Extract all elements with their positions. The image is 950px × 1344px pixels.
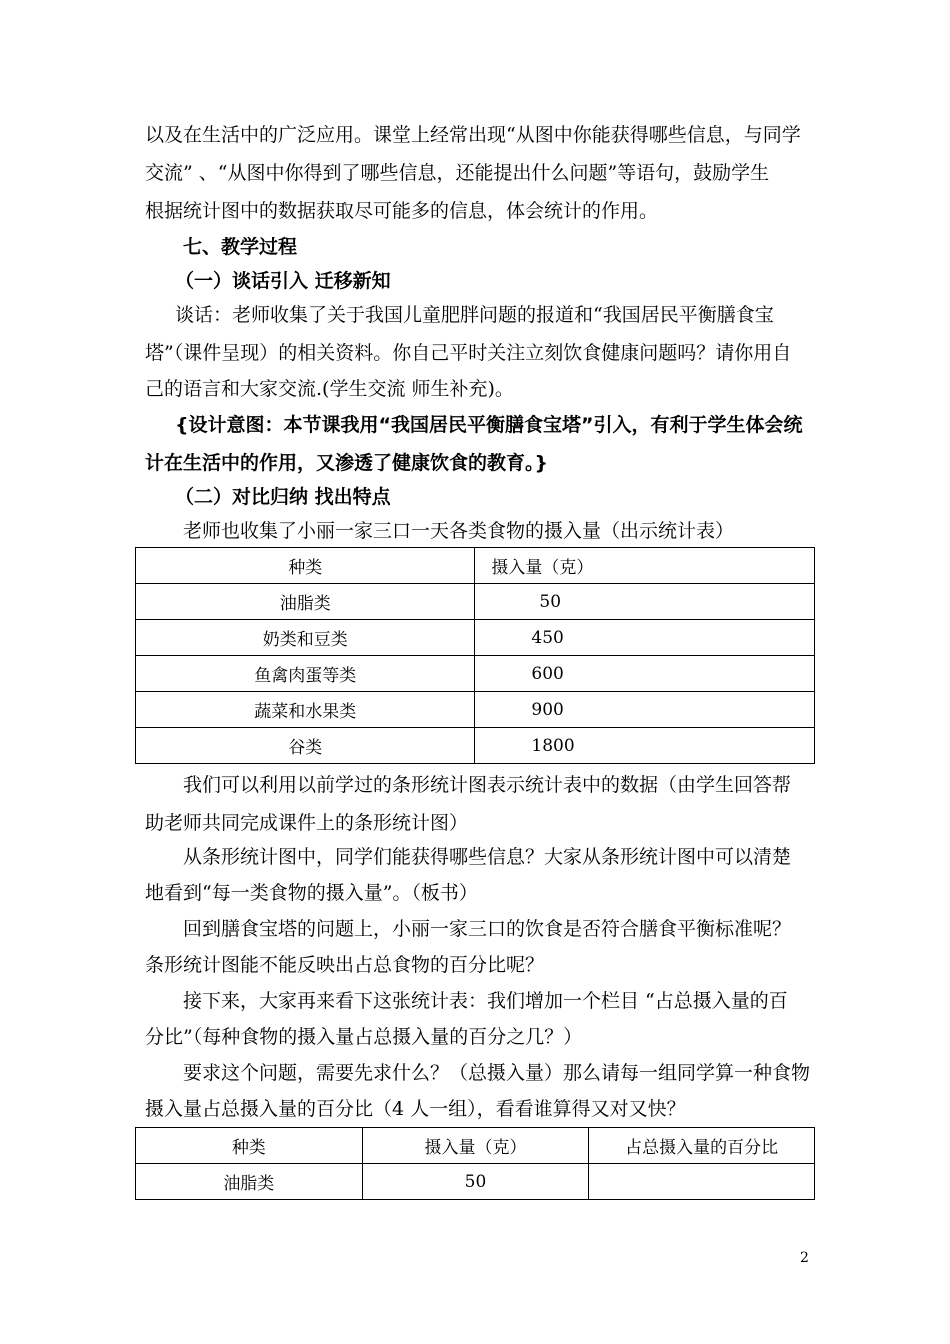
intake-table	[135, 547, 815, 764]
percentage-table	[135, 1127, 815, 1200]
paragraph-line: 从条形统计图中，同学们能获得哪些信息？大家从条形统计图中可以清楚	[183, 846, 792, 868]
table-cell: 50	[475, 584, 815, 620]
table-cell: 50	[362, 1164, 589, 1200]
paragraph-line: 分比”（每种食物的摄入量占总摄入量的百分之几？）	[145, 1026, 583, 1048]
table-row	[136, 692, 815, 728]
table-row	[136, 584, 815, 620]
table-cell	[589, 1164, 815, 1200]
paragraph-line: 条形统计图能不能反映出占总食物的百分比呢？	[145, 954, 545, 976]
table-row	[136, 1164, 815, 1200]
table-header-cell: 种类	[136, 1128, 363, 1164]
paragraph-line: 摄入量占总摄入量的百分比（4 人一组），看看谁算得又对又快？	[145, 1098, 686, 1120]
table-header-cell: 摄入量（克）	[362, 1128, 589, 1164]
paragraph-line: 以及在生活中的广泛应用。课堂上经常出现“从图中你能获得哪些信息，与同学	[145, 124, 801, 146]
table-cell: 450	[475, 620, 815, 656]
table-header-row	[136, 1128, 815, 1164]
paragraph-line: 我们可以利用以前学过的条形统计图表示统计表中的数据（由学生回答帮	[183, 774, 792, 796]
table-header-cell: 种类	[136, 548, 475, 584]
table-header-row	[136, 548, 815, 584]
subsection-heading: （一）谈话引入 迁移新知	[175, 270, 391, 292]
paragraph-line: 要求这个问题，需要先求什么？（总摄入量）那么请每一组同学算一种食物	[183, 1062, 811, 1084]
page-number: 2	[800, 1250, 809, 1266]
table-row	[136, 620, 815, 656]
table-cell: 油脂类	[136, 584, 475, 620]
design-intent-line: 计在生活中的作用，又渗透了健康饮食的教育。}	[145, 452, 549, 474]
table-cell: 900	[475, 692, 815, 728]
paragraph-line: 己的语言和大家交流.(学生交流 师生补充)。	[145, 378, 514, 400]
paragraph-line: 根据统计图中的数据获取尽可能多的信息，体会统计的作用。	[145, 200, 659, 222]
paragraph-line: 助老师共同完成课件上的条形统计图）	[145, 812, 469, 834]
table-cell: 600	[475, 656, 815, 692]
paragraph-line: 接下来，大家再来看下这张统计表：我们增加一个栏目 “占总摄入量的百	[183, 990, 788, 1012]
table-cell: 油脂类	[136, 1164, 363, 1200]
table-header-cell: 占总摄入量的百分比	[589, 1128, 815, 1164]
subsection-heading: （二）对比归纳 找出特点	[175, 486, 391, 508]
paragraph-line: 塔”（课件呈现）的相关资料。你自己平时关注立刻饮食健康问题吗？请你用自	[145, 342, 792, 364]
table-row	[136, 656, 815, 692]
paragraph-line: 谈话：老师收集了关于我国儿童肥胖问题的报道和“我国居民平衡膳食宝	[175, 304, 774, 326]
table-cell: 1800	[475, 728, 815, 764]
paragraph-line: 交流” 、“从图中你得到了哪些信息，还能提出什么问题”等语句，鼓励学生	[145, 162, 770, 184]
table-cell: 奶类和豆类	[136, 620, 475, 656]
paragraph-line: 回到膳食宝塔的问题上，小丽一家三口的饮食是否符合膳食平衡标准呢？	[183, 918, 792, 940]
table-cell: 鱼禽肉蛋等类	[136, 656, 475, 692]
table-cell: 谷类	[136, 728, 475, 764]
paragraph-line: 老师也收集了小丽一家三口一天各类食物的摄入量（出示统计表）	[183, 520, 735, 542]
section-heading: 七、教学过程	[183, 236, 298, 258]
table-row	[136, 728, 815, 764]
table-header-cell: 摄入量（克）	[475, 548, 815, 584]
paragraph-line: 地看到“每一类食物的摄入量”。（板书）	[145, 882, 478, 904]
design-intent-line: {设计意图：本节课我用“我国居民平衡膳食宝塔”引入，有利于学生体会统	[175, 414, 803, 436]
table-cell: 蔬菜和水果类	[136, 692, 475, 728]
